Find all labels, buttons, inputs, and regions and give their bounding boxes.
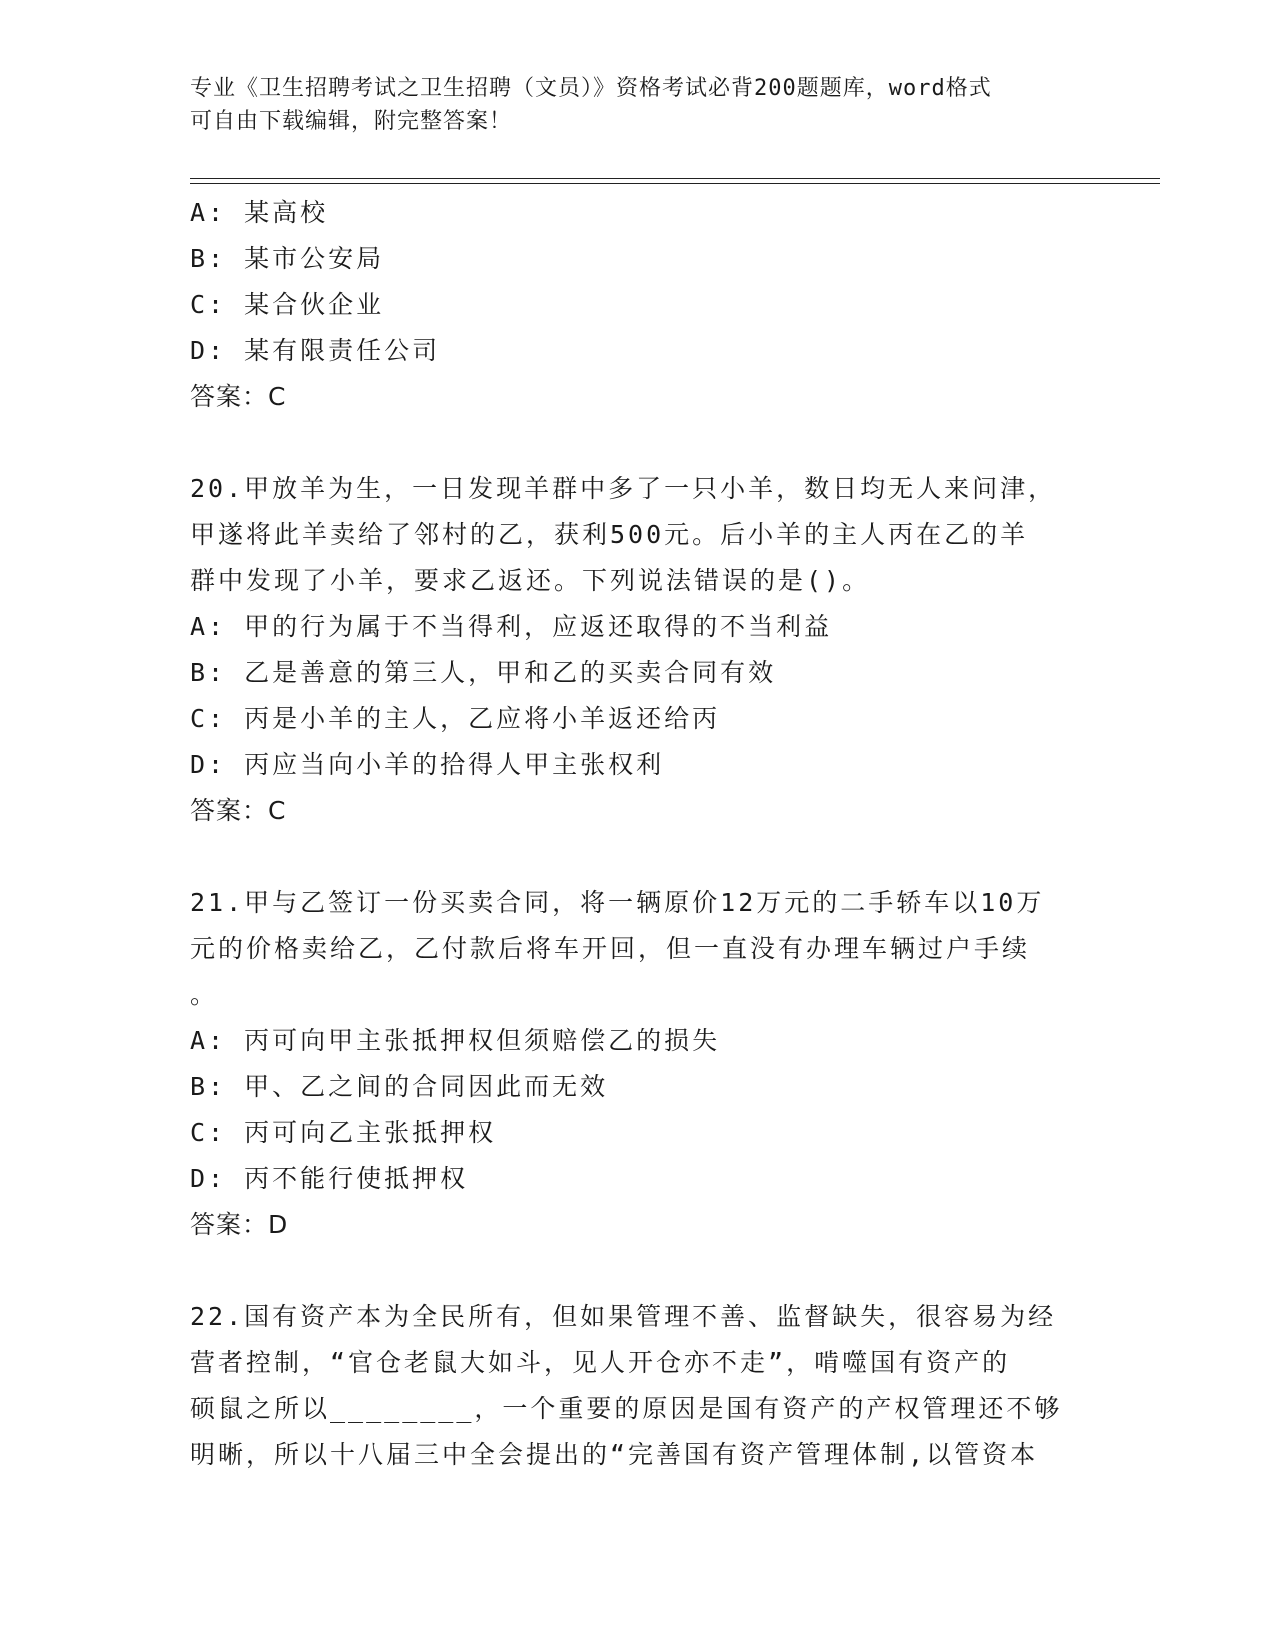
block-spacer <box>190 834 1090 880</box>
question-text-line: 甲遂将此羊卖给了邻村的乙，获利500元。后小羊的主人丙在乙的羊 <box>190 520 1029 549</box>
answer-key: 答案：C <box>190 796 287 825</box>
answer-option: C: 某合伙企业 <box>190 290 385 319</box>
answer-option: C: 丙是小羊的主人，乙应将小羊返还给丙 <box>190 704 721 733</box>
answer-key: 答案：C <box>190 382 287 411</box>
answer-option: B: 甲、乙之间的合同因此而无效 <box>190 1072 609 1101</box>
answer-option: B: 某市公安局 <box>190 244 385 273</box>
question-text-line: 21.甲与乙签订一份买卖合同，将一辆原价12万元的二手轿车以10万 <box>190 888 1045 917</box>
question-text-line: 元的价格卖给乙，乙付款后将车开回，但一直没有办理车辆过户手续 <box>190 934 1031 963</box>
answer-option: B: 乙是善意的第三人，甲和乙的买卖合同有效 <box>190 658 777 687</box>
question-text-line: 20.甲放羊为生，一日发现羊群中多了一只小羊，数日均无人来问津， <box>190 474 1057 503</box>
answer-option: A: 甲的行为属于不当得利，应返还取得的不当利益 <box>190 612 833 641</box>
answer-option: D: 丙应当向小羊的拾得人甲主张权利 <box>190 750 665 779</box>
header-divider-top <box>190 178 1160 179</box>
document-header <box>190 72 1090 138</box>
header-divider-bottom <box>190 183 1160 184</box>
question-text-line: 群中发现了小羊，要求乙返还。下列说法错误的是()。 <box>190 566 871 595</box>
answer-key: 答案：D <box>190 1210 289 1239</box>
question-text-line: 硕鼠之所以________，一个重要的原因是国有资产的产权管理还不够 <box>190 1394 1063 1423</box>
header-line-2: 可自由下载编辑，附完整答案！ <box>190 109 513 134</box>
question-block <box>190 420 1090 834</box>
question-list <box>190 190 1090 1478</box>
answer-option: C: 丙可向乙主张抵押权 <box>190 1118 497 1147</box>
answer-option: D: 丙不能行使抵押权 <box>190 1164 469 1193</box>
question-block <box>190 190 1090 420</box>
question-block <box>190 1248 1090 1478</box>
block-spacer <box>190 1248 1090 1294</box>
answer-option: D: 某有限责任公司 <box>190 336 441 365</box>
question-text-line: 。 <box>190 980 219 1009</box>
question-text-line: 22.国有资产本为全民所有，但如果管理不善、监督缺失，很容易为经 <box>190 1302 1057 1331</box>
block-spacer <box>190 420 1090 466</box>
answer-option: A: 丙可向甲主张抵押权但须赔偿乙的损失 <box>190 1026 721 1055</box>
header-line-1: 专业《卫生招聘考试之卫生招聘（文员）》资格考试必背200题题库，word格式 <box>190 76 992 101</box>
question-block <box>190 834 1090 1248</box>
answer-option: A: 某高校 <box>190 198 329 227</box>
question-text-line: 营者控制，“官仓老鼠大如斗，见人开仓亦不走”，啃噬国有资产的 <box>190 1348 1011 1377</box>
question-text-line: 明晰，所以十八届三中全会提出的“完善国有资产管理体制,以管资本 <box>190 1440 1039 1469</box>
